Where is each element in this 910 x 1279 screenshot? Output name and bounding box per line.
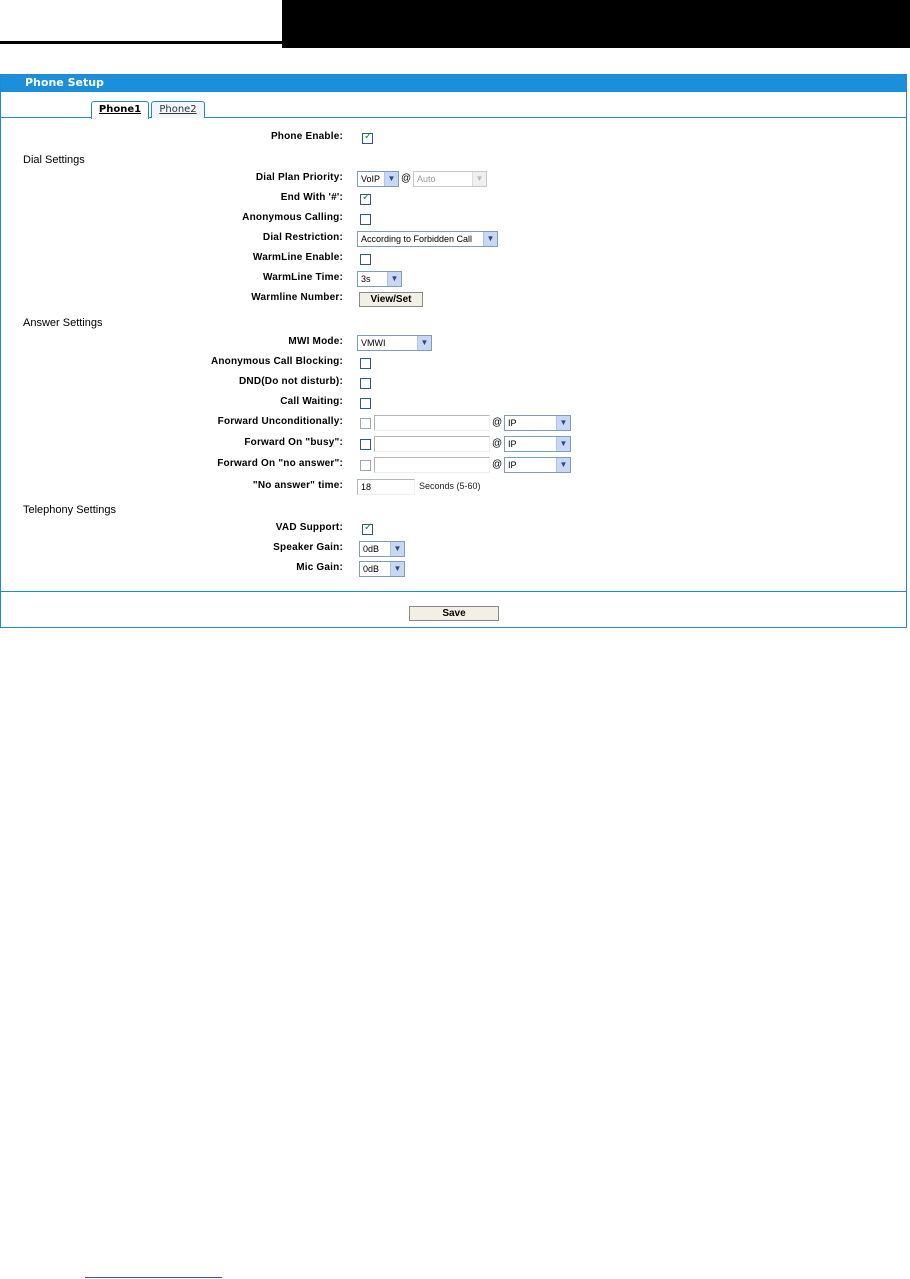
warmline-time-label: WarmLine Time:: [262, 272, 343, 283]
footer-link-underline: [85, 1277, 222, 1278]
document-header-bar: [0, 0, 910, 48]
chevron-down-icon: ▼: [387, 272, 401, 286]
footer-divider: [1, 591, 906, 592]
no-answer-time-unit: Seconds (5-60): [419, 481, 481, 491]
header-white-block: [0, 0, 282, 44]
chevron-down-icon: ▼: [483, 232, 497, 246]
forward-unconditionally-number-input[interactable]: [374, 415, 490, 431]
speaker-gain-select[interactable]: 0dB ▼: [359, 541, 405, 557]
row-end-with-hash: [1, 189, 906, 209]
tab-phone1[interactable]: Phone1: [91, 101, 149, 119]
dial-restriction-label: Dial Restriction:: [262, 232, 343, 243]
at-sign: @: [492, 417, 503, 428]
answer-settings-heading: Answer Settings: [23, 317, 103, 329]
row-warmline-enable: [1, 249, 906, 269]
at-sign: @: [401, 173, 412, 184]
dial-plan-priority-select[interactable]: VoIP ▼: [357, 171, 399, 187]
row-forward-busy: [1, 434, 906, 454]
row-speaker-gain: [1, 539, 906, 559]
row-anonymous-call-blocking: [1, 353, 906, 373]
call-waiting-checkbox[interactable]: [360, 398, 371, 409]
dial-settings-heading: Dial Settings: [23, 154, 85, 166]
row-forward-no-answer: [1, 455, 906, 475]
forward-busy-type-select[interactable]: IP ▼: [504, 436, 571, 452]
mwi-mode-label: MWI Mode:: [288, 336, 343, 347]
forward-busy-checkbox[interactable]: [360, 439, 371, 450]
dnd-label: DND(Do not disturb):: [239, 376, 343, 387]
chevron-down-icon: ▼: [384, 172, 398, 186]
row-mwi-mode: [1, 333, 906, 353]
chevron-down-icon: ▼: [390, 542, 404, 556]
mic-gain-label: Mic Gain:: [296, 562, 343, 573]
row-dial-restriction: [1, 229, 906, 249]
vad-support-label: VAD Support:: [275, 522, 343, 533]
chevron-down-icon: ▼: [472, 172, 486, 186]
no-answer-time-input[interactable]: 18: [357, 479, 415, 495]
warmline-enable-checkbox[interactable]: [360, 254, 371, 265]
row-call-waiting: [1, 393, 906, 413]
chevron-down-icon: ▼: [417, 336, 431, 350]
dial-plan-priority-label: Dial Plan Priority:: [255, 172, 343, 183]
check-icon: ✓: [364, 131, 373, 142]
phone-enable-label: Phone Enable:: [270, 131, 343, 142]
anonymous-call-blocking-checkbox[interactable]: [360, 358, 371, 369]
forward-busy-number-input[interactable]: [374, 436, 490, 452]
phone-setup-panel: [0, 74, 907, 628]
dnd-checkbox[interactable]: [360, 378, 371, 389]
tab-bar: [1, 92, 906, 118]
row-phone-enable: [1, 128, 906, 148]
anonymous-calling-label: Anonymous Calling:: [242, 212, 343, 223]
row-anonymous-calling: [1, 209, 906, 229]
forward-no-answer-type-select[interactable]: IP ▼: [504, 457, 571, 473]
speaker-gain-label: Speaker Gain:: [273, 542, 343, 553]
mwi-mode-select[interactable]: VMWI ▼: [357, 335, 432, 351]
row-forward-unconditionally: [1, 413, 906, 433]
check-icon: ✓: [362, 192, 371, 203]
forward-no-answer-checkbox[interactable]: [360, 460, 371, 471]
end-with-hash-checkbox[interactable]: [360, 194, 371, 205]
row-no-answer-time: [1, 477, 906, 497]
call-waiting-label: Call Waiting:: [280, 396, 343, 407]
warmline-number-label: Warmline Number:: [251, 292, 343, 303]
vad-support-checkbox[interactable]: [362, 524, 373, 535]
forward-unconditionally-label: Forward Unconditionally:: [217, 416, 343, 427]
dial-restriction-select[interactable]: According to Forbidden Call ▼: [357, 231, 498, 247]
chevron-down-icon: ▼: [556, 416, 570, 430]
row-dnd: [1, 373, 906, 393]
anonymous-calling-checkbox[interactable]: [360, 214, 371, 225]
view-set-button[interactable]: View/Set: [359, 292, 423, 307]
row-mic-gain: [1, 559, 906, 579]
at-sign: @: [492, 438, 503, 449]
warmline-time-select[interactable]: 3s ▼: [357, 271, 402, 287]
chevron-down-icon: ▼: [556, 437, 570, 451]
forward-no-answer-number-input[interactable]: [374, 457, 490, 473]
anonymous-call-blocking-label: Anonymous Call Blocking:: [210, 356, 343, 367]
mic-gain-select[interactable]: 0dB ▼: [359, 561, 405, 577]
header-black-block: [282, 0, 910, 48]
chevron-down-icon: ▼: [556, 458, 570, 472]
at-sign: @: [492, 459, 503, 470]
forward-unconditionally-type-select[interactable]: IP ▼: [504, 415, 571, 431]
save-button[interactable]: Save: [409, 606, 499, 621]
row-dial-plan-priority: [1, 169, 906, 189]
forward-busy-label: Forward On "busy":: [244, 437, 343, 448]
row-vad-support: [1, 519, 906, 539]
warmline-enable-label: WarmLine Enable:: [252, 252, 343, 263]
end-with-hash-label: End With '#':: [280, 192, 343, 203]
tab-phone2[interactable]: Phone2: [151, 101, 205, 118]
no-answer-time-label: "No answer" time:: [252, 480, 343, 491]
phone-enable-checkbox[interactable]: [362, 133, 373, 144]
check-icon: ✓: [364, 522, 373, 533]
row-warmline-time: [1, 269, 906, 289]
row-warmline-number: [1, 289, 906, 309]
dial-plan-auto-select: Auto ▼: [413, 171, 487, 187]
telephony-settings-heading: Telephony Settings: [23, 504, 116, 516]
chevron-down-icon: ▼: [390, 562, 404, 576]
panel-title: Phone Setup: [1, 75, 906, 92]
forward-no-answer-label: Forward On "no answer":: [217, 458, 343, 469]
forward-unconditionally-checkbox[interactable]: [360, 418, 371, 429]
